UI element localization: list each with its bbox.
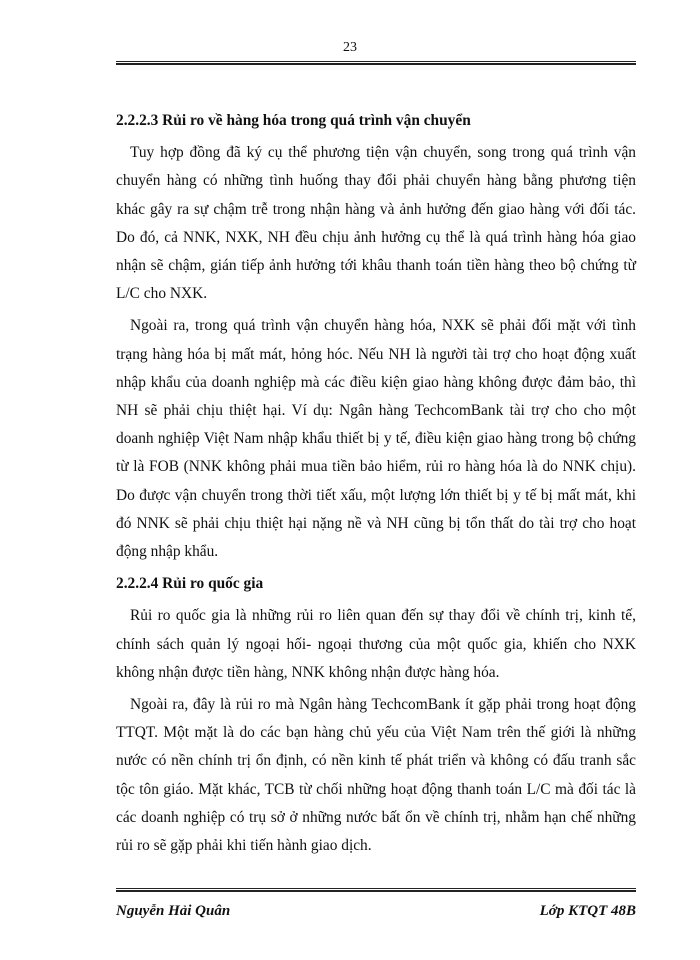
footer-class-name: Lớp KTQT 48B (539, 903, 636, 919)
section-heading-2-2-2-3: 2.2.2.3 Rủi ro về hàng hóa trong quá trình vận chuyển (116, 112, 471, 129)
paragraph: Tuy hợp đồng đã ký cụ thể phương tiện vận chuyển, song trong quá trình vận chuyển hàng có những tình huống thay đổi phải chuyển hàng bằng phương tiện khác gây ra sự chậm trễ trong nhận hàng và ảnh hưởng đến giao hàng với đối tác. Do đó, cả NNK, NXK, NH đều chịu ảnh hưởng cụ thể là quá trình hàng hóa giao nhận sẽ chậm, gián tiếp ảnh hưởng tới khâu thanh toán tiền hàng theo bộ chứng từ L/C cho NXK. (116, 144, 636, 303)
paragraph: Ngoài ra, trong quá trình vận chuyển hàng hóa, NXK sẽ phải đối mặt với tình trạng hàng hóa bị mất mát, hỏng hóc. Nếu NH là người tài trợ cho hoạt động xuất nhập khẩu của doanh nghiệp mà các điều kiện giao hàng không được đảm bảo, thì NH sẽ phải chịu thiệt hại. Ví dụ: Ngân hàng TechcomBank tài trợ cho cho một doanh nghiệp Việt Nam nhập khẩu thiết bị y tế, điều kiện giao hàng trong bộ chứng từ là FOB (NNK không phải mua tiền bảo hiểm, rủi ro hàng hóa là do NNK chịu). Do được vận chuyển trong thời tiết xấu, một lượng lớn thiết bị y tế bị mất mát, khi đó NNK sẽ phải chịu thiệt hại nặng nề và NH cũng bị tổn thất do tài trợ cho hoạt động nhập khẩu. (116, 317, 636, 561)
header-rule (116, 61, 636, 65)
paragraph: Rủi ro quốc gia là những rủi ro liên quan đến sự thay đổi về chính trị, kinh tế, chính sách quản lý ngoại hối- ngoại thương của một quốc gia, khiến cho NXK không nhận được tiền hàng, NNK không nhận được hàng hóa. (116, 607, 636, 681)
page-number: 23 (343, 40, 357, 55)
page-body (116, 107, 636, 864)
footer-rule (116, 888, 636, 892)
footer-author: Nguyễn Hải Quân (116, 903, 231, 919)
paragraph: Ngoài ra, đây là rủi ro mà Ngân hàng TechcomBank ít gặp phải trong hoạt động TTQT. Một mặt là do các bạn hàng chủ yếu của Việt Nam trên thế giới là những nước có nền chính trị ổn định, có nền kinh tế phát triển và không có đấu tranh sắc tộc tôn giáo. Mặt khác, TCB từ chối những hoạt động thanh toán L/C mà đối tác là các doanh nghiệp có trụ sở ở những nước bất ổn về chính trị, nhằm hạn chế những rủi ro sẽ gặp phải khi tiến hành giao dịch. (116, 696, 636, 855)
section-heading-2-2-2-4: 2.2.2.4 Rủi ro quốc gia (116, 575, 264, 593)
